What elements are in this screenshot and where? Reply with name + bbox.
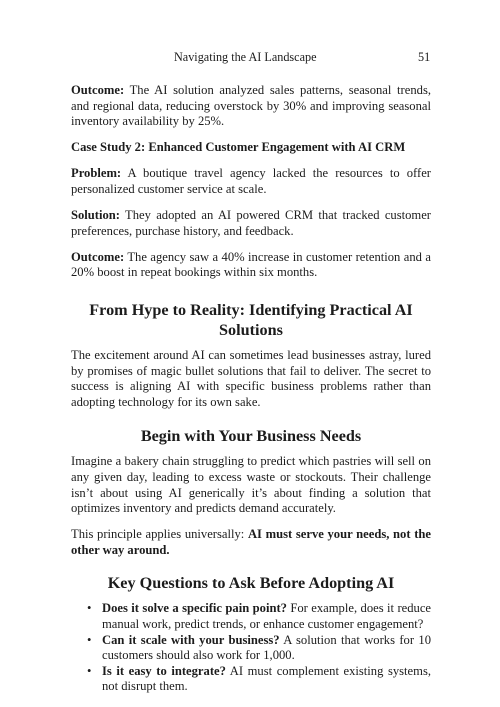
needs-paragraph: Imagine a bakery chain struggling to predict which pastries will sell on any given day, leading to excess waste or stockouts. Their challenge isn’t about using AI generically it’s about finding a solution that optimizes inventory and predicts demand accurately. xyxy=(71,454,431,516)
case2-outcome-paragraph xyxy=(71,250,431,281)
list-item xyxy=(71,664,431,695)
question-bold: Does it solve a specific pain point? xyxy=(102,601,287,616)
case1-outcome-text: The AI solution analyzed sales patterns, seasonal trends, and regional data, reducing overstock by 30% and improving seasonal inventory availability by 25%. xyxy=(71,83,431,129)
case2-heading-text: Case Study 2: Enhanced Customer Engagement with AI CRM xyxy=(71,140,406,155)
case2-solution-paragraph xyxy=(71,208,431,239)
principle-paragraph xyxy=(71,527,431,558)
question-text: For example, does it reduce manual work, predict trends, or enhance customer engagement? xyxy=(102,601,431,631)
page-body xyxy=(71,83,431,695)
question-text: AI must complement existing systems, not disrupt them. xyxy=(102,663,431,694)
case2-solution-text: They adopted an AI powered CRM that tracked customer preferences, purchase history, and feedback. xyxy=(71,208,431,238)
principle-lead: This principle applies universally: xyxy=(71,527,248,542)
case1-outcome-label: Outcome: xyxy=(71,83,125,97)
case2-problem-label: Problem: xyxy=(71,166,122,181)
hype-paragraph: The excitement around AI can sometimes lead businesses astray, lured by promises of magic bullet solutions that fail to deliver. The secret to success is aligning AI with specific business problems rather than adopting technology for its own sake. xyxy=(71,347,431,409)
running-title: Navigating the AI Landscape xyxy=(174,50,317,64)
principle-bold: AI must serve your needs, not the other way around. xyxy=(71,527,431,557)
page-number: 51 xyxy=(418,50,431,64)
case1-outcome-paragraph xyxy=(71,83,431,130)
bullet-icon: • xyxy=(87,632,92,647)
question-bold: Is it easy to integrate? xyxy=(102,663,226,678)
bullet-icon: • xyxy=(87,663,92,678)
questions-list xyxy=(71,601,431,695)
section-heading-hype-to-reality: From Hype to Reality: Identifying Practical AI Solutions xyxy=(89,300,413,339)
list-item xyxy=(71,633,431,664)
section-heading-business-needs: Begin with Your Business Needs xyxy=(140,427,362,446)
question-bold: Can it scale with your business? xyxy=(102,632,280,647)
running-header xyxy=(0,49,500,65)
case2-solution-label: Solution: xyxy=(71,208,120,223)
case2-outcome-label: Outcome: xyxy=(71,249,125,264)
question-text: A solution that works for 10 customers should also work for 1,000. xyxy=(102,632,431,663)
case2-problem-paragraph xyxy=(71,166,431,197)
list-item xyxy=(71,601,431,632)
bullet-icon: • xyxy=(87,601,92,616)
case2-problem-text: A boutique travel agency lacked the resources to offer personalized customer service at scale. xyxy=(71,166,431,196)
case2-outcome-text: The agency saw a 40% increase in customer retention and a 20% boost in repeat bookings within six months. xyxy=(71,249,431,280)
case2-heading xyxy=(71,140,431,156)
section-heading-key-questions: Key Questions to Ask Before Adopting AI xyxy=(107,574,395,593)
